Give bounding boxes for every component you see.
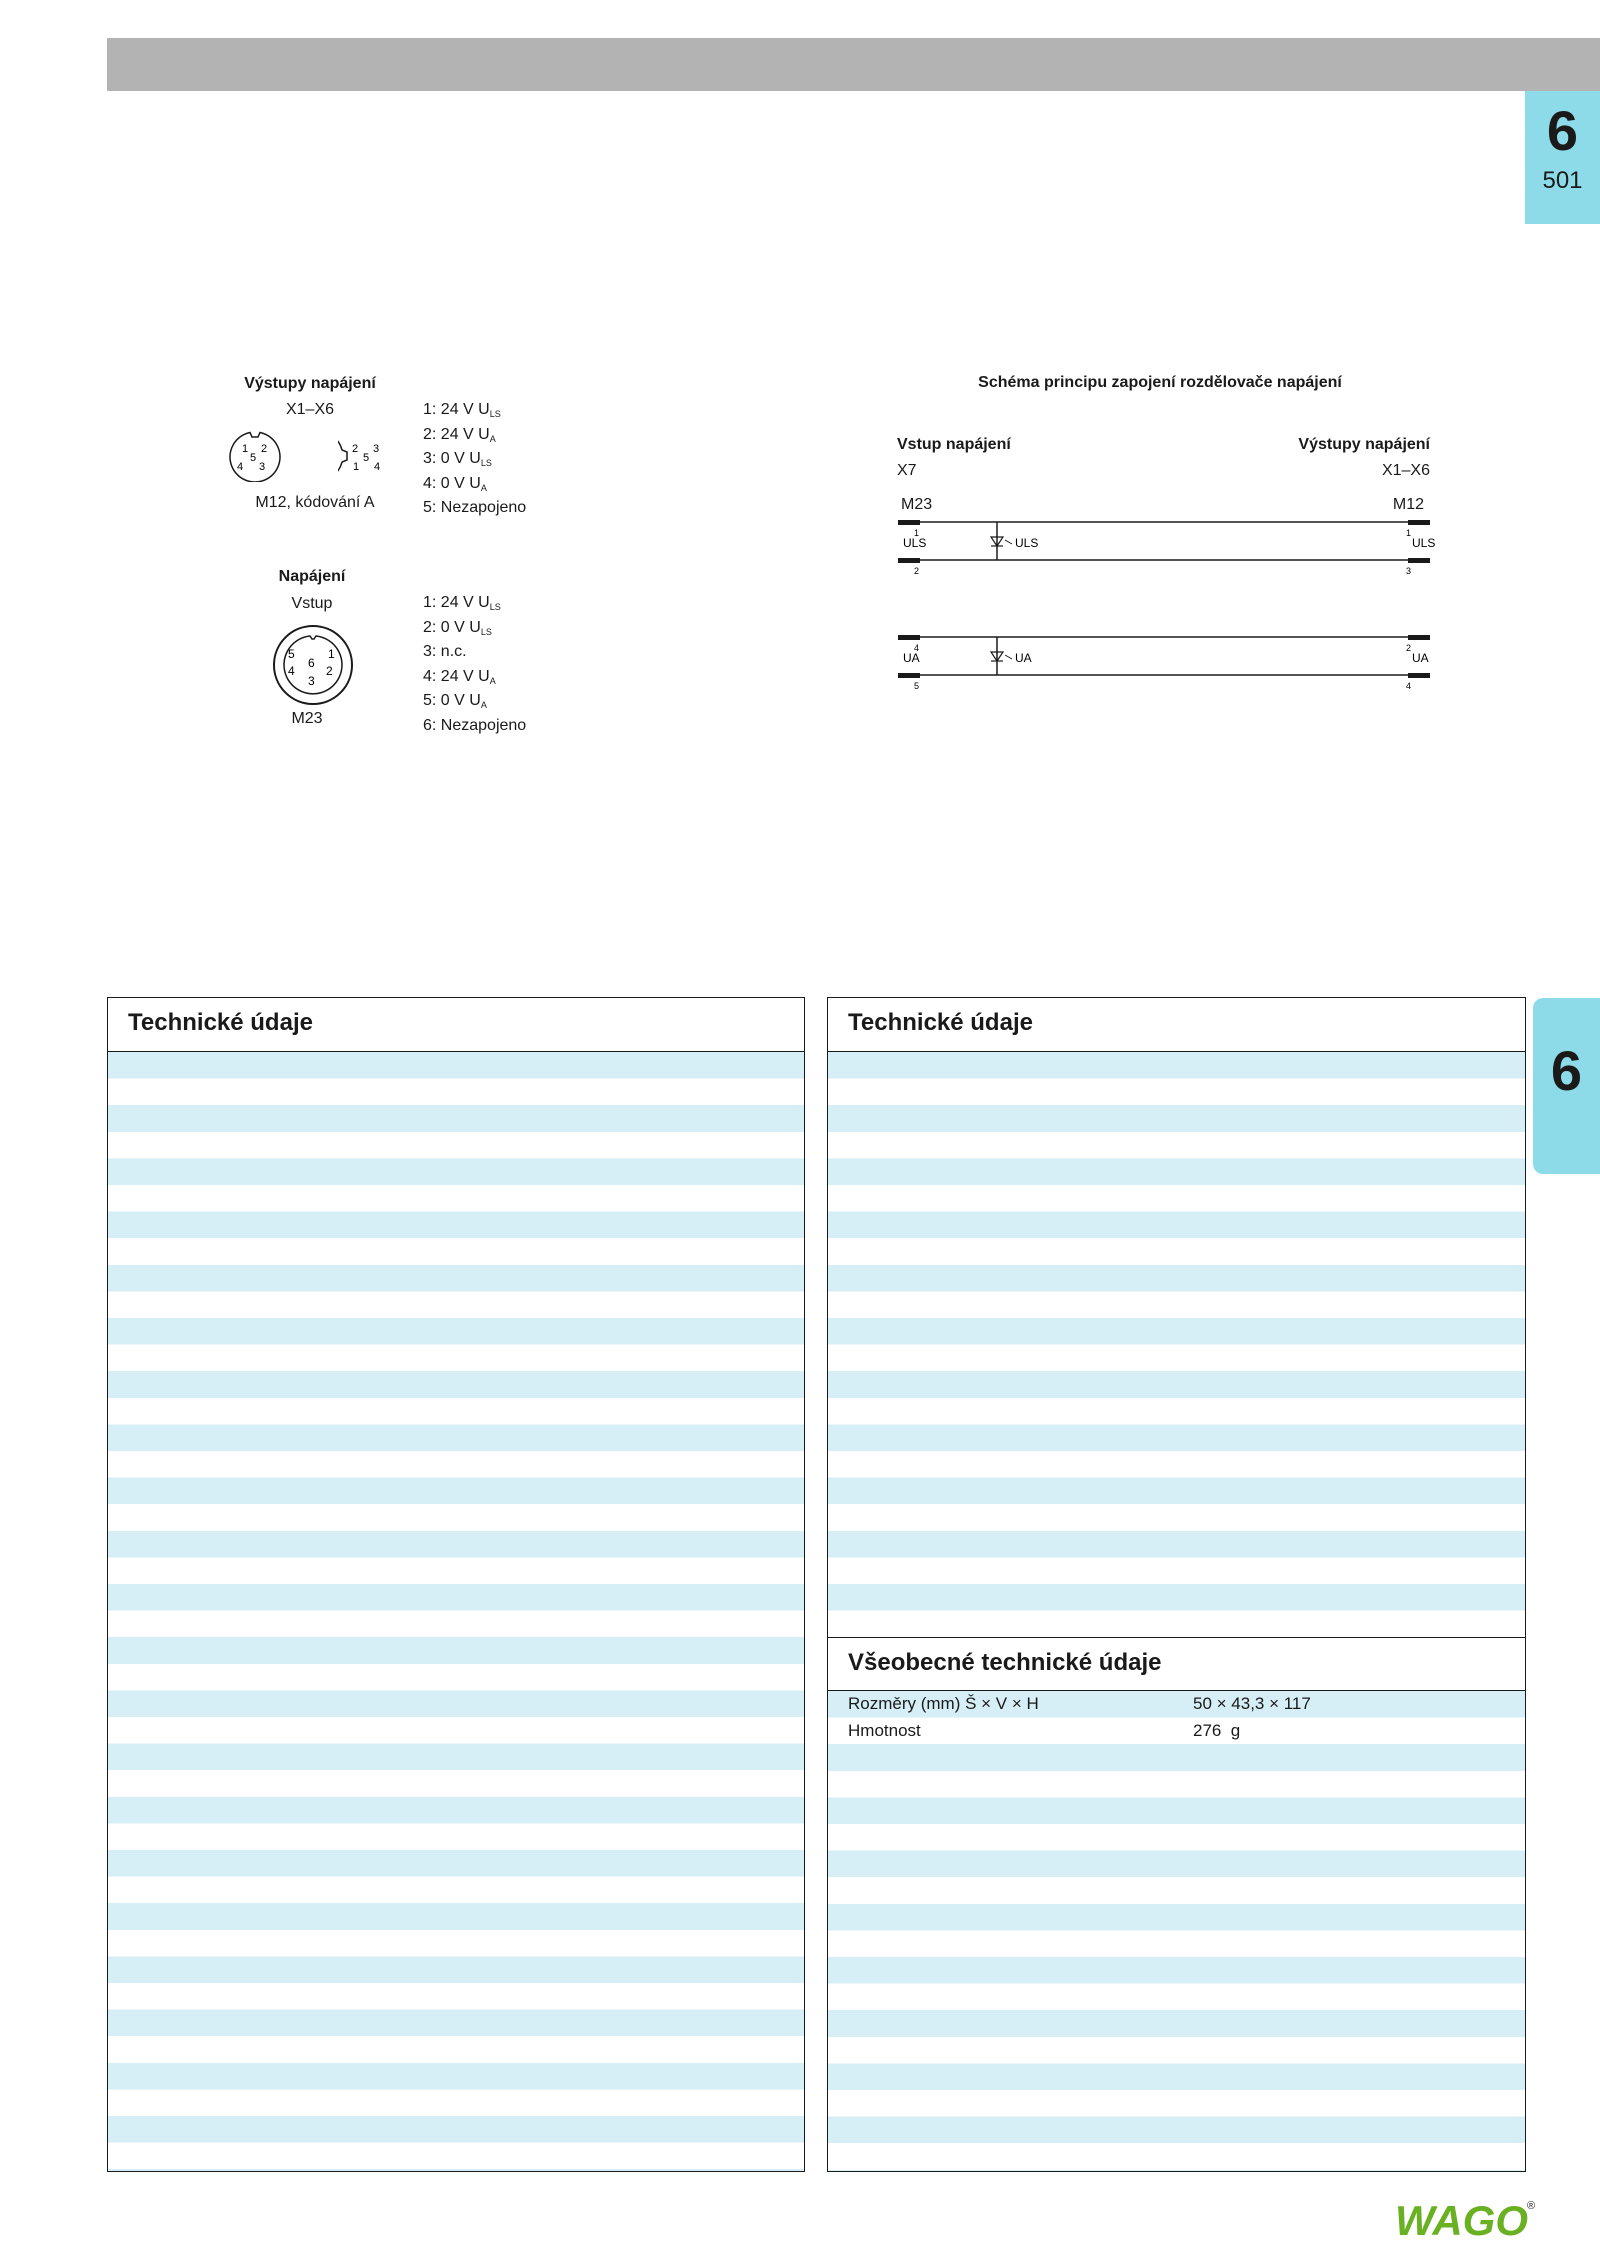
wago-logo — [1395, 2195, 1535, 2245]
schematic-input-label: Vstup napájení — [897, 436, 1011, 453]
terminal — [1408, 635, 1430, 640]
schematic-title: Schéma principu zapojení rozdělovače napájení — [978, 374, 1342, 391]
power-input-subtitle: Vstup — [291, 595, 333, 612]
outputs-pin-list — [423, 400, 526, 523]
lower-diode-label: UA — [1015, 651, 1032, 665]
schematic-output-port: X1–X6 — [1381, 462, 1430, 479]
socket-pin: 4 — [237, 461, 244, 473]
side-chapter-tab[interactable] — [1533, 998, 1600, 1174]
general-data-rows — [828, 1691, 1525, 2171]
pin-assignment: 3: n.c. — [423, 643, 467, 660]
outputs-connector-caption: M12, kódování A — [255, 494, 375, 511]
pin-assignment: 4: 0 V $U_A$ — [423, 474, 487, 493]
socket-pin: 3 — [259, 461, 266, 473]
pin-assignment: 2: 0 V $U_{LS}$ — [423, 618, 492, 637]
m12-socket-right-icon — [338, 430, 398, 482]
pin-number: 4 — [1406, 681, 1412, 691]
chapter-number: 6 — [1546, 99, 1579, 162]
tech-data-rows — [828, 1052, 1525, 1637]
terminal — [898, 558, 920, 563]
pin-number: 3 — [1406, 566, 1412, 576]
panel-title: Technické údaje — [108, 998, 804, 1052]
pin-assignment: 2: 24 V $U_A$ — [423, 425, 496, 444]
socket-pin: 5 — [288, 647, 295, 661]
registered-mark-icon: ® — [1527, 2200, 1535, 2212]
socket-pin: 2 — [352, 443, 359, 455]
socket-pin: 5 — [250, 452, 257, 464]
spec-row-dimensions — [828, 1691, 1525, 1718]
socket-pin: 1 — [353, 461, 360, 473]
power-input-connector-caption: M23 — [291, 710, 323, 727]
socket-pin: 3 — [373, 443, 380, 455]
terminal — [898, 520, 920, 525]
led-light-arrow — [1005, 655, 1012, 659]
lower-left-label: UA — [903, 651, 920, 665]
pin-assignment: 5: Nezapojeno — [423, 499, 527, 516]
outputs-range: X1–X6 — [285, 401, 335, 418]
power-input-pin-list — [423, 593, 526, 740]
pin-assignment: 3: 0 V $U_{LS}$ — [423, 450, 492, 468]
outputs-title: Výstupy napájení — [244, 375, 376, 392]
pin-assignment: 1: 24 V $U_{LS}$ — [423, 594, 501, 612]
pin-number: 4 — [914, 643, 920, 653]
general-data-title: Všeobecné technické údaje — [828, 1637, 1525, 1691]
spec-row-weight — [828, 1718, 1525, 1745]
tech-data-panel-left — [107, 997, 805, 2172]
panel-title: Technické údaje — [828, 998, 1525, 1052]
terminal — [898, 673, 920, 678]
socket-pin: 4 — [288, 664, 295, 678]
wiring-schematic — [890, 515, 1440, 695]
pin-assignment: 6: Nezapojeno — [423, 716, 527, 734]
pin-number: 1 — [1406, 528, 1412, 538]
upper-left-label: ULS — [903, 536, 927, 550]
socket-outline — [338, 431, 347, 481]
socket-pin: 4 — [374, 461, 381, 473]
schematic-output-label: Výstupy napájení — [1298, 436, 1430, 453]
socket-pin: 6 — [308, 656, 315, 670]
pin-number: 2 — [1406, 643, 1412, 653]
socket-pin: 3 — [308, 674, 315, 688]
schematic-input-connector: M23 — [901, 496, 933, 513]
led-light-arrow — [1005, 540, 1012, 544]
pin-assignment: 5: 0 V $U_A$ — [423, 692, 487, 710]
schematic-output-connector: M12 — [1392, 496, 1424, 513]
wago-logo-text: WAGO — [1395, 2197, 1528, 2244]
spec-value: 50 × 43,3 × 117 — [1193, 1694, 1311, 1713]
terminal — [1408, 558, 1430, 563]
upper-right-label: ULS — [1412, 536, 1436, 550]
socket-pin: 2 — [261, 443, 268, 455]
power-input-title: Napájení — [278, 568, 346, 585]
terminal — [1408, 520, 1430, 525]
side-chapter-number: 6 — [1550, 1039, 1583, 1102]
terminal — [898, 635, 920, 640]
spec-label: Rozměry (mm) Š × V × H — [848, 1694, 1039, 1713]
pin-assignment: 4: 24 V $U_A$ — [423, 667, 496, 686]
pin-number: 2 — [914, 566, 920, 576]
pin-assignment: 1: 24 V $U_{LS}$ — [423, 401, 501, 419]
header-bar — [107, 38, 1600, 91]
chapter-tab — [1525, 91, 1600, 224]
pin-number: 5 — [914, 681, 920, 691]
page-number: 501 — [1542, 167, 1583, 194]
schematic-input-port: X7 — [897, 462, 917, 479]
m23-socket-icon — [270, 622, 356, 708]
upper-diode-label: ULS — [1015, 536, 1039, 550]
tech-data-panel-right — [827, 997, 1526, 2172]
tech-data-rows — [108, 1052, 804, 2171]
socket-pin: 5 — [363, 452, 370, 464]
socket-pin: 1 — [242, 443, 249, 455]
socket-pin: 1 — [328, 647, 335, 661]
spec-label: Hmotnost — [848, 1720, 921, 1740]
socket-pin: 2 — [326, 664, 333, 678]
spec-value: 276 g — [1193, 1720, 1241, 1740]
pin-number: 1 — [914, 528, 920, 538]
m12-socket-left-icon — [225, 430, 285, 482]
terminal — [1408, 673, 1430, 678]
lower-right-label: UA — [1412, 651, 1429, 665]
